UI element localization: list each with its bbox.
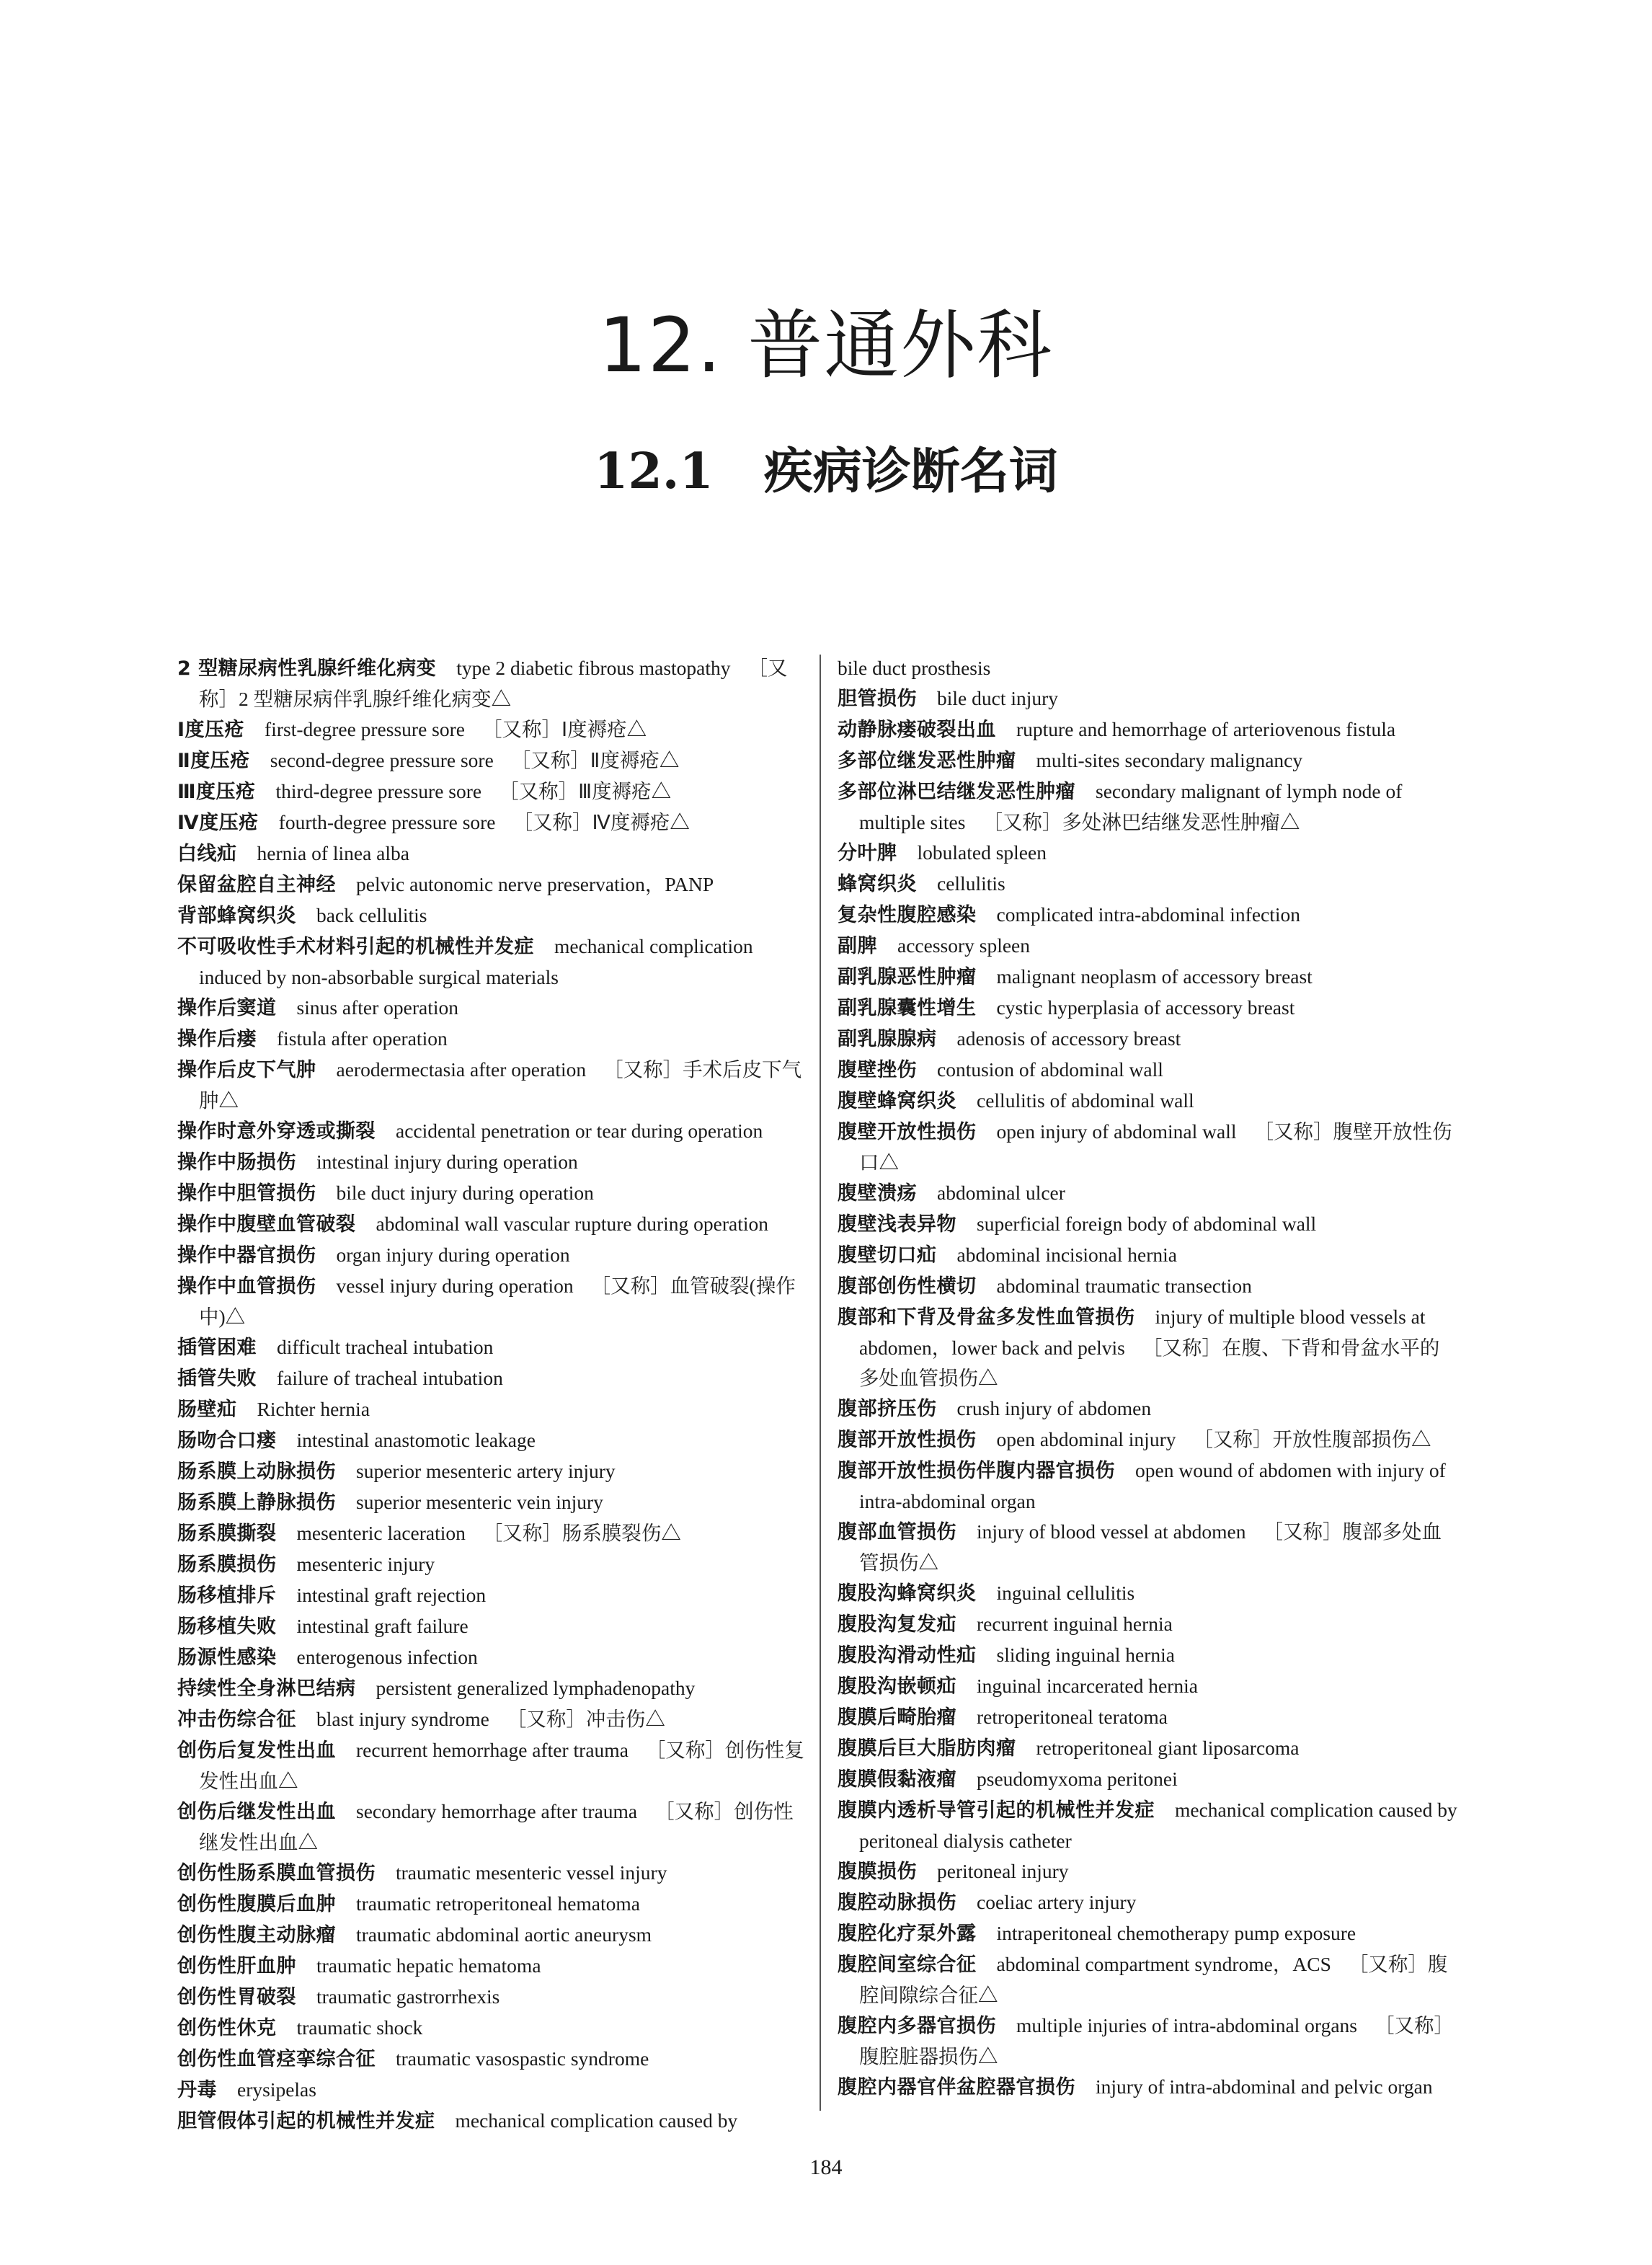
entry-term: 腹膜损伤 [838, 1861, 917, 1883]
entry-synonym: ［又称］肠系膜裂伤△ [482, 1522, 681, 1544]
glossary-entry [177, 1240, 804, 1271]
glossary-entry [177, 807, 804, 838]
entry-english: open abdominal injury [996, 1428, 1176, 1450]
glossary-entry [177, 1456, 804, 1487]
glossary-entry [177, 993, 804, 1024]
entry-synonym: ［又称］血管破裂(操作中)△ [199, 1275, 796, 1328]
entry-synonym: ［又称］腹腔间隙综合征△ [859, 1953, 1448, 2006]
entry-term: 背部蜂窝织炎 [177, 905, 296, 927]
entry-english: abdominal compartment syndrome，ACS [996, 1953, 1331, 1975]
section-number: 12.1 [594, 443, 714, 500]
entry-english: difficult tracheal intubation [277, 1336, 494, 1358]
entry-english: abdominal wall vascular rupture during operation [376, 1213, 768, 1235]
entry-english: failure of tracheal intubation [277, 1367, 503, 1389]
entry-term: 白线疝 [177, 843, 237, 865]
entry-english: bile duct injury [937, 687, 1059, 709]
entry-term: Ⅳ度压疮 [177, 812, 259, 834]
glossary-entry [177, 838, 804, 869]
glossary-entry [838, 1086, 1459, 1117]
entry-term: 肠移植失败 [177, 1615, 277, 1638]
glossary-entry [838, 1517, 1459, 1578]
glossary-entry [177, 869, 804, 900]
right-column [838, 653, 1459, 2103]
entry-english: peritoneal injury [937, 1860, 1069, 1882]
glossary-entry [177, 2044, 804, 2075]
entry-term: 腹部血管损伤 [838, 1521, 956, 1543]
glossary-entry [177, 1642, 804, 1673]
entry-english: coeliac artery injury [977, 1891, 1137, 1913]
entry-term: 肠系膜撕裂 [177, 1522, 277, 1545]
entry-english: fourth-degree pressure sore [278, 811, 496, 833]
entry-synonym: ［又称］Ⅳ度褥疮△ [512, 811, 690, 833]
entry-term: Ⅲ度压疮 [177, 781, 256, 803]
entry-english: traumatic vasospastic syndrome [396, 2047, 649, 2070]
glossary-entry [177, 1055, 804, 1116]
glossary-entry [838, 683, 1459, 714]
glossary-entry [177, 1611, 804, 1642]
entry-term: 腹股沟复发疝 [838, 1613, 956, 1636]
glossary-entry [838, 869, 1459, 900]
glossary-entry [838, 1271, 1459, 1302]
entry-synonym: ［又称］开放性腹部损伤△ [1193, 1428, 1431, 1450]
entry-term: 腹腔内多器官损伤 [838, 2015, 996, 2037]
glossary-entry [838, 900, 1459, 931]
glossary-entry [838, 1671, 1459, 1702]
entry-english: intestinal graft failure [296, 1615, 468, 1637]
entry-term: 创伤性腹膜后血肿 [177, 1893, 336, 1915]
entry-english: abdominal traumatic transection [996, 1275, 1252, 1297]
entry-english: injury of intra-abdominal and pelvic organ [1096, 2075, 1433, 2098]
entry-term: 肠壁疝 [177, 1399, 237, 1421]
entry-term: 腹股沟蜂窝织炎 [838, 1582, 977, 1605]
entry-english: first-degree pressure sore [265, 718, 465, 740]
entry-english: traumatic hepatic hematoma [316, 1954, 541, 1977]
entry-term: 创伤性休克 [177, 2017, 277, 2039]
entry-english: traumatic mesenteric vessel injury [396, 1861, 667, 1884]
glossary-entry [838, 745, 1459, 776]
entry-term: 插管失败 [177, 1368, 257, 1390]
glossary-entry [838, 1795, 1459, 1856]
glossary-entry [838, 1578, 1459, 1609]
entry-english: recurrent inguinal hernia [977, 1613, 1173, 1635]
entry-synonym: ［又称］腹腔脏器损伤△ [859, 2014, 1455, 2067]
entry-term: 胆管假体引起的机械性并发症 [177, 2110, 435, 2132]
entry-english: sinus after operation [296, 996, 459, 1019]
column-divider [820, 655, 821, 2111]
glossary-entry [177, 653, 804, 714]
glossary-entry [838, 1733, 1459, 1764]
entry-english: cystic hyperplasia of accessory breast [996, 996, 1295, 1019]
section-title [0, 433, 1652, 502]
entry-english: recurrent hemorrhage after trauma [356, 1739, 629, 1761]
entry-english: cellulitis of abdominal wall [977, 1089, 1194, 1112]
glossary-entry [177, 1518, 804, 1549]
glossary-entry [838, 1609, 1459, 1640]
entry-term: 腹膜假黏液瘤 [838, 1768, 956, 1791]
entry-synonym: ［又称］多处淋巴结继发恶性肿瘤△ [982, 811, 1300, 833]
glossary-entry [177, 1549, 804, 1580]
entry-term: 创伤性血管痉挛综合征 [177, 2048, 376, 2070]
glossary-entry [177, 714, 804, 745]
glossary-entry [177, 1209, 804, 1240]
glossary-entry [177, 1920, 804, 1951]
entry-term: 腹膜后畸胎瘤 [838, 1706, 956, 1729]
entry-english: Richter hernia [257, 1398, 370, 1420]
glossary-entry [838, 962, 1459, 993]
entry-term: 冲击伤综合征 [177, 1708, 296, 1731]
glossary-entry [177, 1425, 804, 1456]
glossary-entry [177, 2106, 804, 2137]
entry-term: 腹部和下背及骨盆多发性血管损伤 [838, 1306, 1135, 1329]
glossary-entry [838, 1178, 1459, 1209]
entry-english: intestinal anastomotic leakage [296, 1429, 536, 1451]
glossary-entry [838, 1455, 1459, 1517]
entry-term: 腹壁挫伤 [838, 1059, 917, 1081]
glossary-entry [177, 2075, 804, 2106]
entry-english: mesenteric laceration [296, 1522, 466, 1544]
entry-term: 胆管损伤 [838, 688, 917, 710]
entry-term: 腹腔内器官伴盆腔器官损伤 [838, 2076, 1075, 2098]
glossary-entry [177, 1735, 804, 1796]
entry-english: multiple injuries of intra-abdominal organs [1016, 2014, 1358, 2036]
entry-english: mechanical complication caused by peritoneal dialysis catheter [859, 1799, 1457, 1852]
entry-term: 操作中血管损伤 [177, 1275, 316, 1298]
glossary-entry [177, 1271, 804, 1332]
entry-term: 动静脉瘘破裂出血 [838, 719, 996, 741]
entry-term: 腹部开放性损伤 [838, 1429, 977, 1451]
entry-english: traumatic retroperitoneal hematoma [356, 1892, 640, 1915]
glossary-entry [177, 1394, 804, 1425]
glossary-entry [838, 1302, 1459, 1393]
entry-synonym: ［又称］冲击伤△ [506, 1708, 665, 1730]
entry-term: 腹壁切口疝 [838, 1244, 937, 1267]
glossary-entry [838, 931, 1459, 962]
entry-synonym: ［又称］Ⅰ度褥疮△ [481, 718, 647, 740]
entry-term: 多部位淋巴结继发恶性肿瘤 [838, 781, 1075, 803]
glossary-entry [838, 1887, 1459, 1918]
entry-synonym: ［又称］在腹、下背和骨盆水平的多处血管损伤△ [859, 1337, 1440, 1389]
entry-english: crush injury of abdomen [956, 1397, 1152, 1419]
entry-english: enterogenous infection [296, 1646, 478, 1668]
glossary-entry [177, 1982, 804, 2013]
entry-term: 多部位继发恶性肿瘤 [838, 750, 1016, 772]
entry-term: 操作后皮下气肿 [177, 1059, 316, 1081]
entry-english: injury of blood vessel at abdomen [977, 1520, 1246, 1543]
glossary-entry [838, 1055, 1459, 1086]
glossary-entry [838, 838, 1459, 869]
glossary-entry [177, 931, 804, 993]
glossary-entry [177, 1116, 804, 1147]
entry-english: rupture and hemorrhage of arteriovenous fistula [1016, 718, 1396, 740]
glossary-entry [177, 1704, 804, 1735]
entry-term: 操作后瘘 [177, 1028, 257, 1050]
section-title-text: 疾病诊断名词 [763, 443, 1058, 500]
entry-english: retroperitoneal giant liposarcoma [1036, 1737, 1300, 1759]
entry-english: mechanical complication caused by [455, 2109, 738, 2132]
entry-synonym: ［又称］Ⅲ度褥疮△ [499, 780, 672, 802]
entry-english: secondary hemorrhage after trauma [356, 1800, 638, 1822]
entry-english: abdominal ulcer [937, 1182, 1065, 1204]
glossary-entry [177, 1858, 804, 1889]
entry-english: mesenteric injury [296, 1553, 435, 1575]
entry-english: second-degree pressure sore [270, 749, 494, 771]
glossary-entry [177, 1178, 804, 1209]
entry-term: 肠系膜损伤 [177, 1553, 277, 1576]
entry-term: 腹膜后巨大脂肪肉瘤 [838, 1737, 1016, 1760]
entry-english: traumatic abdominal aortic aneurysm [356, 1923, 652, 1946]
entry-term: 插管困难 [177, 1337, 257, 1359]
entry-english: blast injury syndrome [316, 1708, 489, 1730]
entry-term: 腹壁浅表异物 [838, 1213, 956, 1236]
entry-term: 创伤后继发性出血 [177, 1801, 336, 1823]
entry-term: 操作时意外穿透或撕裂 [177, 1120, 376, 1143]
entry-english: organ injury during operation [336, 1244, 570, 1266]
entry-english: persistent generalized lymphadenopathy [376, 1677, 696, 1699]
entry-english: intestinal injury during operation [316, 1151, 578, 1173]
glossary-entry [177, 745, 804, 776]
glossary-entry [177, 1332, 804, 1363]
entry-term: 腹腔化疗泵外露 [838, 1923, 977, 1945]
entry-term: 操作中胆管损伤 [177, 1182, 316, 1205]
glossary-entry [838, 1393, 1459, 1424]
entry-synonym: ［又称］创伤性复发性出血△ [199, 1739, 804, 1792]
entry-term: 腹腔动脉损伤 [838, 1892, 956, 1914]
entry-english: back cellulitis [316, 904, 427, 926]
entry-term: 腹腔间室综合征 [838, 1954, 977, 1976]
entry-term: Ⅱ度压疮 [177, 750, 250, 772]
glossary-entry [177, 900, 804, 931]
glossary-entry [838, 1949, 1459, 2011]
entry-english: open injury of abdominal wall [996, 1120, 1237, 1143]
entry-english: complicated intra-abdominal infection [996, 903, 1301, 926]
entry-term: 副乳腺腺病 [838, 1028, 937, 1050]
entry-term: 副脾 [838, 935, 877, 957]
entry-term: 副乳腺囊性增生 [838, 997, 977, 1019]
glossary-entry [838, 1856, 1459, 1887]
entry-term: 分叶脾 [838, 842, 897, 864]
entry-term: 腹膜内透析导管引起的机械性并发症 [838, 1799, 1155, 1822]
entry-term: 创伤性肠系膜血管损伤 [177, 1862, 376, 1884]
entry-term: 蜂窝织炎 [838, 873, 917, 895]
entry-english: retroperitoneal teratoma [977, 1706, 1168, 1728]
entry-english: contusion of abdominal wall [937, 1058, 1163, 1081]
glossary-entry [838, 1024, 1459, 1055]
glossary-entry [838, 2072, 1459, 2103]
entry-english: intestinal graft rejection [296, 1584, 487, 1606]
entry-term: 腹壁蜂窝织炎 [838, 1090, 956, 1112]
entry-english: secondary malignant of lymph node of multiple sites [859, 780, 1403, 833]
entry-term: 腹壁溃疡 [838, 1182, 917, 1205]
glossary-entry [838, 1640, 1459, 1671]
entry-term: 肠吻合口瘘 [177, 1430, 277, 1452]
entry-english: bile duct prosthesis [838, 657, 991, 679]
entry-term: Ⅰ度压疮 [177, 719, 245, 741]
entry-term: 操作中腹壁血管破裂 [177, 1213, 356, 1236]
glossary-entry [838, 1240, 1459, 1271]
entry-english: superficial foreign body of abdominal wall [977, 1213, 1317, 1235]
entry-term: 创伤性腹主动脉瘤 [177, 1924, 336, 1946]
entry-term: 副乳腺恶性肿瘤 [838, 966, 977, 988]
entry-synonym: ［又称］Ⅱ度褥疮△ [510, 749, 680, 771]
entry-term: 腹部创伤性横切 [838, 1275, 977, 1298]
entry-term: 不可吸收性手术材料引起的机械性并发症 [177, 936, 534, 958]
entry-term: 丹毒 [177, 2079, 217, 2101]
glossary-entry [838, 1209, 1459, 1240]
entry-english: sliding inguinal hernia [996, 1644, 1175, 1666]
entry-english: lobulated spleen [917, 841, 1047, 864]
chapter-title: 12. 普通外科 [598, 301, 1054, 389]
entry-english: superior mesenteric vein injury [356, 1491, 603, 1513]
glossary-entry [838, 776, 1459, 838]
entry-synonym: ［又称］腹壁开放性伤口△ [859, 1120, 1452, 1174]
entry-english: pseudomyxoma peritonei [977, 1768, 1178, 1790]
glossary-entry [177, 1363, 804, 1394]
glossary-entry [177, 2013, 804, 2044]
entry-term: 保留盆腔自主神经 [177, 874, 336, 896]
entry-term: 腹壁开放性损伤 [838, 1121, 977, 1143]
entry-synonym: ［又称］手术后皮下气肿△ [199, 1058, 802, 1112]
entry-term: 2 型糖尿病性乳腺纤维化病变 [177, 657, 437, 680]
entry-english: abdominal incisional hernia [956, 1244, 1177, 1266]
entry-term: 腹部挤压伤 [838, 1398, 937, 1420]
entry-english: erysipelas [237, 2078, 316, 2101]
entry-english: adenosis of accessory breast [956, 1027, 1181, 1050]
glossary-entry [177, 1796, 804, 1858]
entry-english: vessel injury during operation [336, 1275, 574, 1297]
entry-english: aerodermectasia after operation [336, 1058, 587, 1081]
entry-term: 复杂性腹腔感染 [838, 904, 977, 926]
entry-term: 操作中肠损伤 [177, 1151, 296, 1174]
entry-term: 持续性全身淋巴结病 [177, 1677, 356, 1700]
glossary-entry [177, 1580, 804, 1611]
glossary-entry [177, 1024, 804, 1055]
glossary-entry [838, 1918, 1459, 1949]
entry-synonym: ［又称］2 型糖尿病伴乳腺纤维化病变△ [199, 657, 788, 710]
glossary-entry [838, 2011, 1459, 2072]
entry-english: cellulitis [937, 872, 1005, 895]
entry-synonym: ［又称］腹部多处血管损伤△ [859, 1520, 1442, 1574]
glossary-entry [838, 653, 1459, 683]
entry-english: intraperitoneal chemotherapy pump exposure [996, 1922, 1356, 1944]
glossary-entry [177, 1951, 804, 1982]
left-column [177, 653, 804, 2137]
entry-english: multi-sites secondary malignancy [1036, 749, 1303, 771]
entry-english: hernia of linea alba [257, 842, 409, 864]
entry-english: bile duct injury during operation [336, 1182, 594, 1204]
page-number: 184 [809, 2155, 843, 2179]
entry-english: traumatic gastrorrhexis [316, 1985, 500, 2008]
entry-english: traumatic shock [296, 2016, 423, 2039]
entry-synonym: ［又称］创伤性继发性出血△ [199, 1800, 794, 1853]
entry-term: 创伤后复发性出血 [177, 1739, 336, 1762]
entry-english: accidental penetration or tear during operation [396, 1120, 763, 1142]
entry-term: 腹部开放性损伤伴腹内器官损伤 [838, 1460, 1115, 1482]
entry-term: 肠源性感染 [177, 1646, 277, 1669]
entry-english: injury of multiple blood vessels at abdomen，lower back and pelvis [859, 1306, 1426, 1359]
glossary-entry [838, 1702, 1459, 1733]
entry-term: 肠系膜上静脉损伤 [177, 1491, 336, 1514]
glossary-entry [177, 1889, 804, 1920]
entry-english: mechanical complication induced by non-absorbable surgical materials [199, 935, 753, 988]
entry-term: 创伤性胃破裂 [177, 1986, 296, 2008]
glossary-entry [838, 993, 1459, 1024]
glossary-entry [838, 1424, 1459, 1455]
entry-english: fistula after operation [277, 1027, 448, 1050]
entry-english: open wound of abdomen with injury of intra-abdominal organ [859, 1459, 1446, 1512]
entry-term: 操作中器官损伤 [177, 1244, 316, 1267]
entry-term: 肠移植排斥 [177, 1584, 277, 1607]
entry-english: pelvic autonomic nerve preservation，PANP [356, 873, 714, 895]
entry-english: inguinal cellulitis [996, 1582, 1135, 1604]
entry-term: 腹股沟嵌顿疝 [838, 1675, 956, 1698]
entry-term: 肠系膜上动脉损伤 [177, 1460, 336, 1483]
entry-english: accessory spleen [897, 934, 1031, 957]
glossary-entry [177, 1487, 804, 1518]
entry-english: superior mesenteric artery injury [356, 1460, 616, 1482]
entry-term: 腹股沟滑动性疝 [838, 1644, 977, 1667]
glossary-entry [838, 1117, 1459, 1178]
glossary-entry [177, 1673, 804, 1704]
entry-english: type 2 diabetic fibrous mastopathy [456, 657, 731, 679]
entry-english: third-degree pressure sore [275, 780, 482, 802]
glossary-entry [177, 1147, 804, 1178]
glossary-entry [838, 714, 1459, 745]
glossary-entry [177, 776, 804, 807]
entry-term: 创伤性肝血肿 [177, 1955, 296, 1977]
entry-english: inguinal incarcerated hernia [977, 1675, 1198, 1697]
entry-english: malignant neoplasm of accessory breast [996, 965, 1313, 988]
glossary-entry [838, 1764, 1459, 1795]
entry-term: 操作后窦道 [177, 997, 277, 1019]
